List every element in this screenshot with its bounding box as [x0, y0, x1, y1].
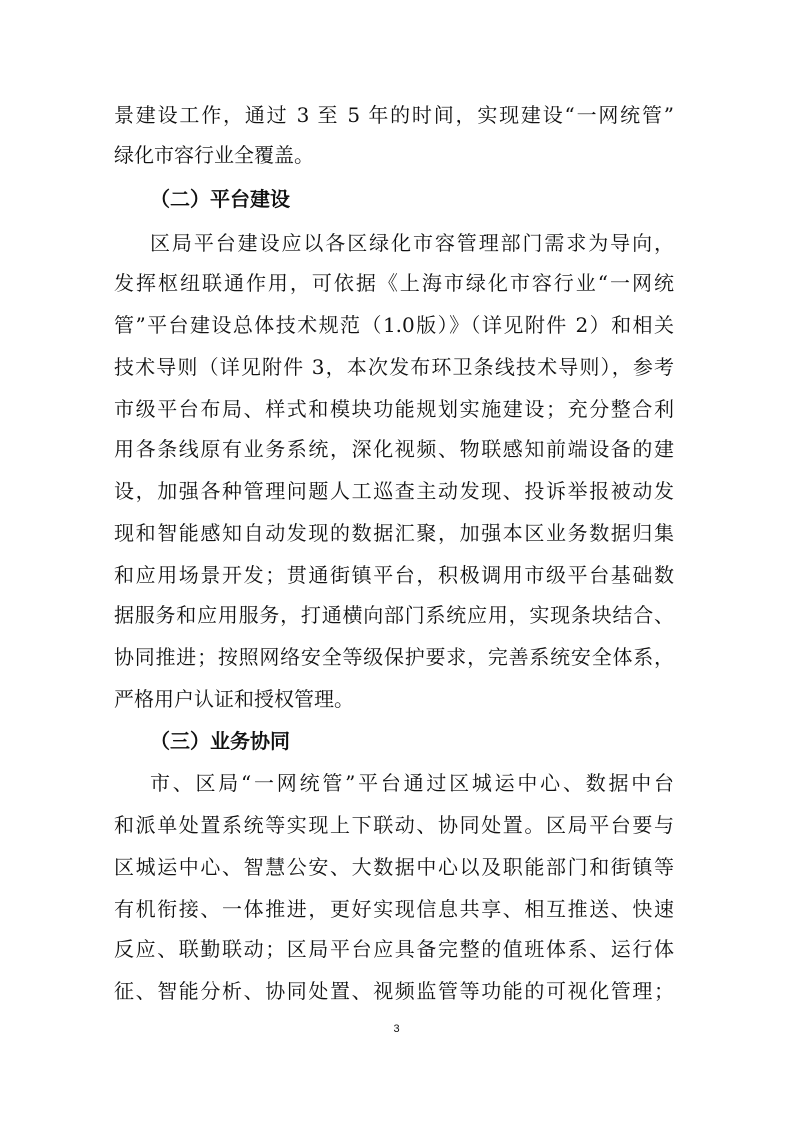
platform-line-8: 现和智能感知自动发现的数据汇聚，加强本区业务数据归集: [114, 521, 674, 545]
coordination-line-3: 区城运中心、智慧公安、大数据中心以及职能部门和街镇等: [114, 855, 674, 879]
coordination-line-2: 和派单处置系统等实现上下联动、协同处置。区局平台要与: [114, 813, 674, 837]
platform-line-10: 据服务和应用服务，打通横向部门系统应用，实现条块结合、: [114, 603, 674, 627]
heading-business-coordination: （三）业务协同: [150, 729, 290, 753]
coordination-line-4: 有机衔接、一体推进，更好实现信息共享、相互推送、快速: [114, 897, 674, 921]
platform-line-9: 和应用场景开发；贯通街镇平台，积极调用市级平台基础数: [114, 563, 674, 587]
platform-line-4: 技术导则（详见附件 3，本次发布环卫条线技术导则），参考: [114, 355, 674, 379]
intro-line-2: 绿化市容行业全覆盖。: [114, 143, 314, 167]
intro-line-1: 景建设工作，通过 3 至 5 年的时间，实现建设“一网统管”: [114, 103, 674, 127]
coordination-line-6: 征、智能分析、协同处置、视频监管等功能的可视化管理；: [114, 979, 674, 1003]
platform-line-1: 区局平台建设应以各区绿化市容管理部门需求为导向，: [150, 231, 674, 255]
platform-line-5: 市级平台布局、样式和模块功能规划实施建设；充分整合利: [114, 397, 674, 421]
page-number: 3: [393, 1023, 400, 1035]
coordination-line-5: 反应、联勤联动；区局平台应具备完整的值班体系、运行体: [114, 937, 674, 961]
platform-line-2: 发挥枢纽联通作用，可依据《上海市绿化市容行业“一网统: [114, 271, 674, 295]
coordination-line-1: 市、区局“一网统管”平台通过区城运中心、数据中台: [150, 771, 674, 795]
platform-line-3: 管”平台建设总体技术规范（1.0版）》（详见附件 2）和相关: [114, 313, 674, 337]
platform-line-12: 严格用户认证和授权管理。: [114, 687, 354, 711]
platform-line-11: 协同推进；按照网络安全等级保护要求，完善系统安全体系，: [114, 645, 674, 669]
heading-platform-construction: （二）平台建设: [150, 187, 290, 211]
platform-line-6: 用各条线原有业务系统，深化视频、物联感知前端设备的建: [114, 437, 674, 461]
platform-line-7: 设，加强各种管理问题人工巡查主动发现、投诉举报被动发: [114, 479, 674, 503]
